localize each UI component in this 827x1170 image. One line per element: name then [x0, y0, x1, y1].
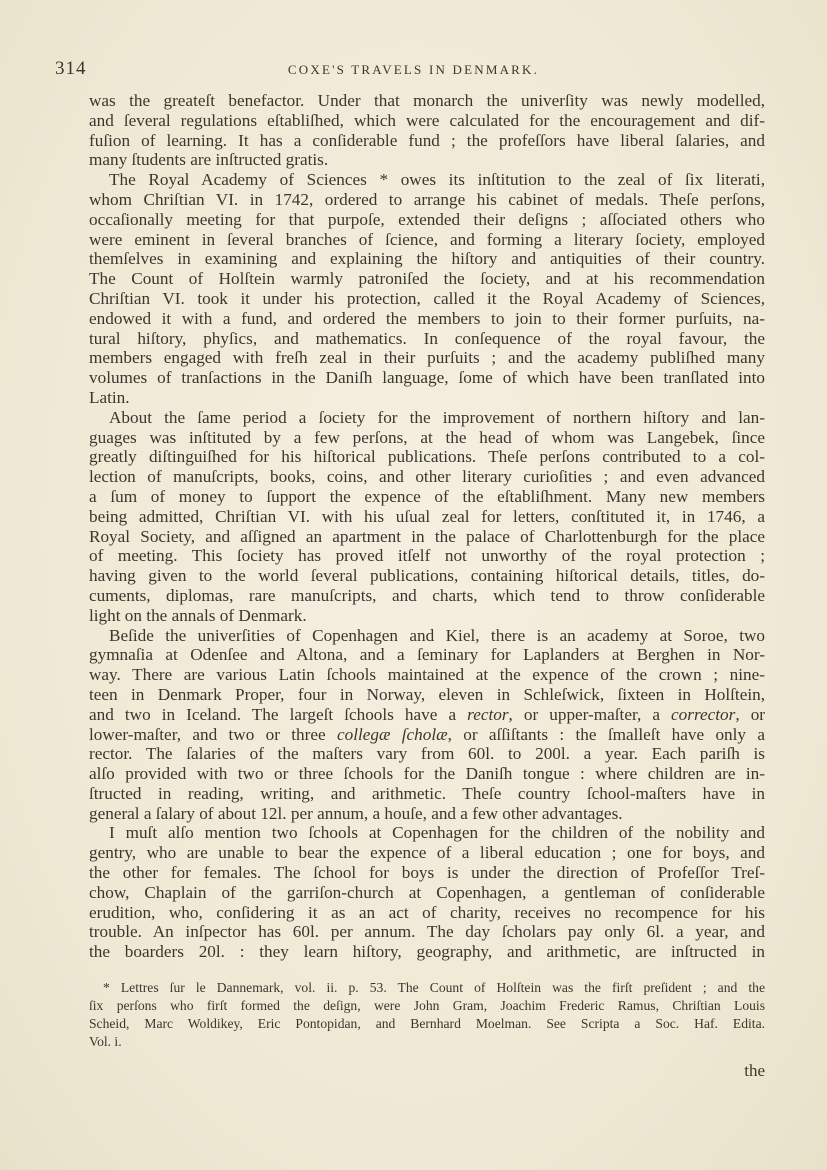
text-line: alſo provided with two or three ſchools for the Daniſh tongue : where children are in-	[89, 764, 765, 784]
text-line: trouble. An inſpector has 60l. per annum. The day ſcholars pay only 6l. a year, and	[89, 922, 765, 942]
text-line: many ſtudents are inſtructed gratis.	[89, 150, 329, 170]
text-line: was the greateſt benefactor. Under that monarch the univerſity was newly modelled,	[89, 91, 765, 110]
text-segment: lower-maſter, and two or three	[89, 724, 337, 744]
text-line: Latin.	[89, 387, 130, 407]
footnote	[89, 979, 765, 1051]
text-line: whom Chriſtian VI. in 1742, ordered to arrange his cabinet of medals. Theſe perſons,	[89, 189, 765, 209]
text-line: members engaged with freſh zeal in their purſuits ; and the academy publiſhed many	[89, 348, 765, 368]
text-line: way. There are various Latin ſchools maintained at the expence of the crown ; nine-	[89, 665, 765, 685]
text-line: fuſion of learning. It has a conſiderable fund ; the profeſſors have liberal ſalaries, and	[89, 130, 765, 150]
text-line: rector. The ſalaries of the maſters vary from 60l. to 200l. a year. Each pariſh is	[89, 744, 765, 764]
text-line: volumes of tranſactions in the Daniſh language, ſome of which have been tranſlated into	[89, 368, 765, 388]
text-line: gymnaſia at Odenſee and Altona, and a ſeminary for Laplanders at Berghen in Nor-	[89, 645, 765, 665]
text-segment: , or	[735, 704, 766, 724]
text-line: gentry, who are unable to bear the expence of a liberal education ; one for boys, and	[89, 843, 765, 863]
text-line: The Count of Holſtein warmly patroniſed the ſociety, and at his recommendation	[89, 269, 765, 289]
footnote-line: * Lettres ſur le Dannemark, vol. ii. p. 53. The Count of Holſtein was the firſt preſident ; and the	[103, 980, 765, 995]
text-line: tural hiſtory, phyſics, and mathematics. In conſequence of the royal favour, the	[89, 328, 765, 348]
text-line: erudition, who, conſidering it as an act of charity, receives no recompence for his	[89, 902, 765, 922]
italic-term: collegæ ſcholæ	[336, 724, 448, 744]
running-title: COXE'S TRAVELS IN DENMARK.	[287, 62, 540, 77]
text-line: themſelves in examining and explaining the hiſtory and antiquities of their country.	[89, 249, 765, 269]
text-line	[89, 705, 765, 725]
text-line: of meeting. This ſociety has proved itſelf not unworthy of the royal protection ;	[89, 546, 765, 566]
text-line: and ſeveral regulations eſtabliſhed, which were calculated for the encouragement and dif-	[89, 110, 765, 130]
footnote-line: ſix perſons who firſt formed the deſign, were John Gram, Joachim Frederic Ramus, Chriſtian Louis	[89, 998, 765, 1013]
footnote-line: Scheid, Marc Woldikey, Eric Pontopidan, and Bernhard Moelman. See Scripta a Soc. Haf. Edita.	[89, 1016, 765, 1031]
text-line: the other for females. The ſchool for boys is under the direction of Profeſſor Treſ-	[89, 863, 765, 883]
text-line: The Royal Academy of Sciences * owes its inſtitution to the zeal of ſix literati,	[109, 170, 765, 190]
text-line: cuments, diplomas, rare manuſcripts, and charts, which tend to throw conſiderable	[89, 585, 765, 605]
text-line: greatly diſtinguiſhed for his hiſtorical publications. Theſe perſons contributed to a col-	[89, 447, 765, 467]
italic-term: rector	[467, 704, 509, 724]
text-line: light on the annals of Denmark.	[89, 605, 307, 625]
italic-term: corrector	[671, 704, 736, 724]
text-line: were eminent in ſeveral branches of ſcience, and forming a literary ſociety, employed	[89, 229, 765, 249]
text-line: a ſum of money to ſupport the expence of the eſtabliſhment. Many new members	[89, 486, 765, 506]
page-number: 314	[55, 58, 87, 79]
text-line: Royal Society, and aſſigned an apartment in the palace of Charlottenburgh for the place	[89, 526, 765, 546]
text-line: occaſionally meeting for that purpoſe, extended their deſigns ; aſſociated others who	[89, 209, 765, 229]
text-segment: , or upper-maſter, a	[508, 704, 672, 724]
text-line: chow, Chaplain of the garriſon-church at Copenhagen, a gentleman of conſiderable	[89, 882, 765, 902]
catchword: the	[744, 1061, 765, 1080]
text-segment: , or aſſiſtants : the ſmalleſt have only a	[447, 724, 765, 744]
text-line: being admitted, Chriſtian VI. with his uſual zeal for letters, conſtituted it, in 1746, a	[89, 506, 765, 526]
text-line: guages was inſtituted by a few perſons, at the head of whom was Langebek, ſince	[89, 427, 765, 447]
text-line: endowed it with a fund, and ordered the members to join to their former purſuits, na-	[89, 308, 765, 328]
text-line: Beſide the univerſities of Copenhagen and Kiel, there is an academy at Soroe, two	[109, 625, 765, 645]
body-text	[89, 91, 765, 962]
footnote-line: Vol. i.	[89, 1034, 122, 1049]
text-line: Chriſtian VI. took it under his protection, called it the Royal Academy of Sciences,	[89, 288, 765, 308]
text-line: having given to the world ſeveral publications, containing hiſtorical details, titles, do-	[89, 566, 765, 586]
text-line: About the ſame period a ſociety for the improvement of northern hiſtory and lan-	[109, 407, 765, 427]
text-line: I muſt alſo mention two ſchools at Copenhagen for the children of the nobility and	[109, 823, 765, 843]
text-line: the boarders 20l. : they learn hiſtory, geography, and arithmetic, are inſtructed in	[89, 942, 765, 962]
text-line: ſtructed in reading, writing, and arithmetic. Theſe country ſchool-maſters have in	[89, 783, 765, 803]
text-line: teen in Denmark Proper, four in Norway, eleven in Schleſwick, ſixteen in Holſtein,	[89, 684, 765, 704]
text-segment: and two in Iceland. The largeſt ſchools have a	[89, 704, 468, 724]
text-line: lection of manuſcripts, books, coins, and other literary curioſities ; and even advanced	[89, 467, 765, 487]
text-line: general a ſalary of about 12l. per annum, a houſe, and a few other advantages.	[89, 803, 623, 823]
text-line	[89, 725, 765, 745]
